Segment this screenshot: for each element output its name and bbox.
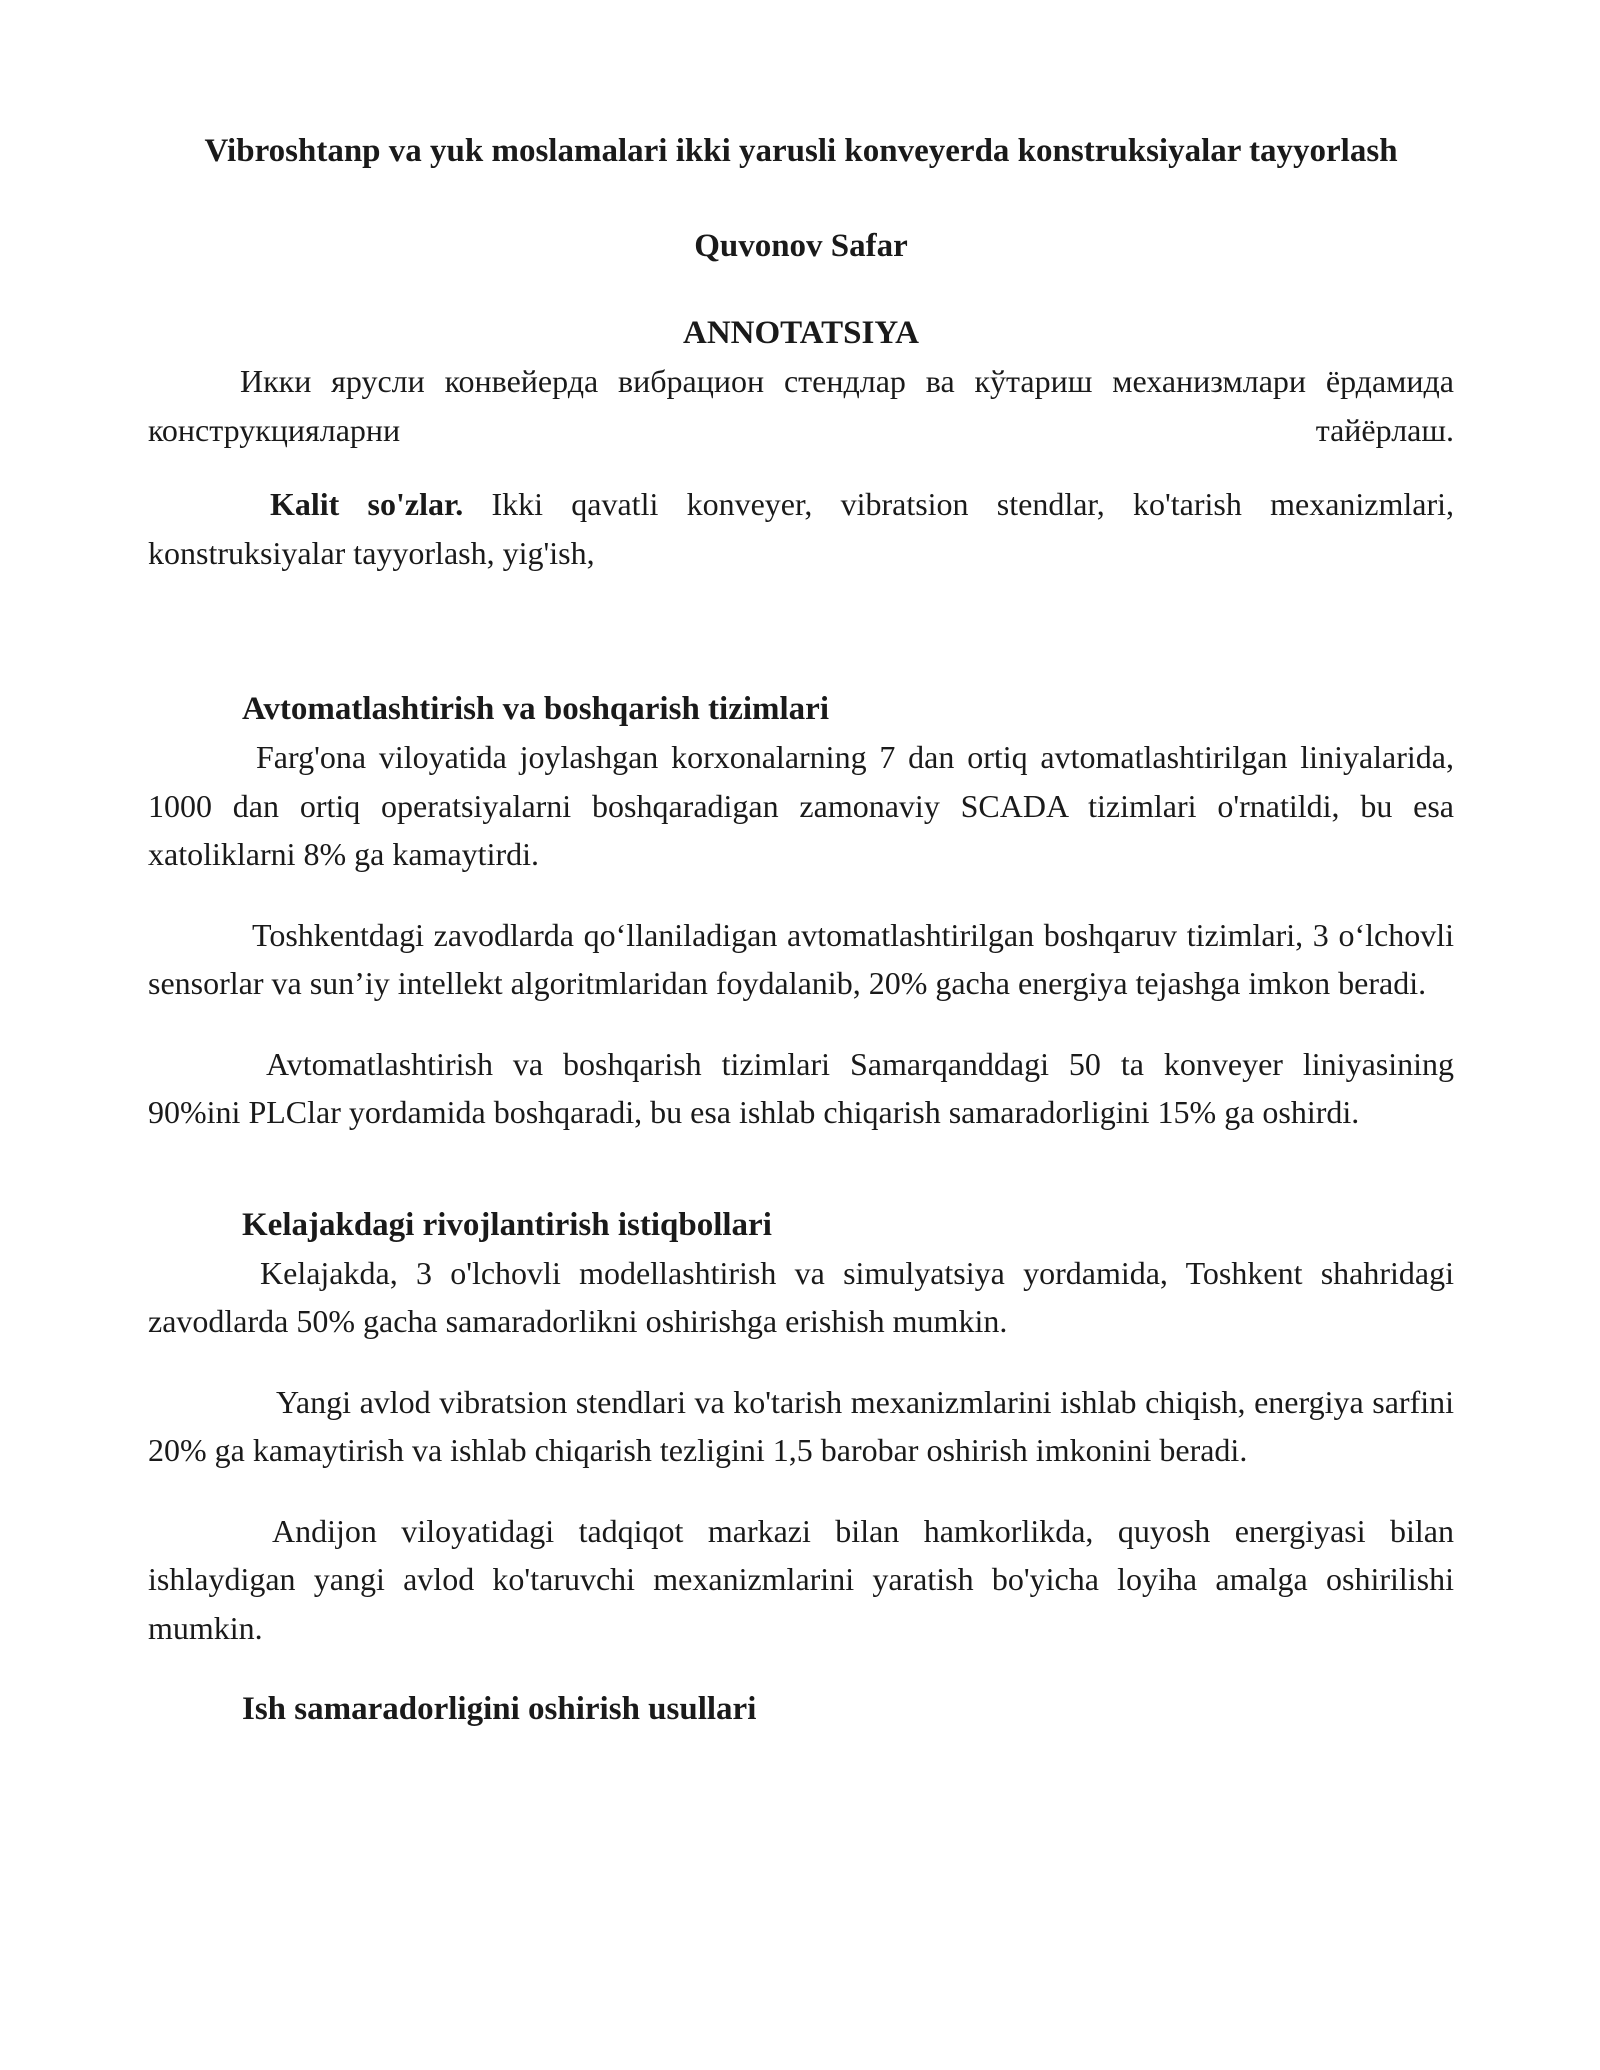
annotation-heading: ANNOTATSIYA [683, 315, 919, 351]
paragraph: Farg'ona viloyatida joylashgan korxonalarning 7 dan ortiq avtomatlashtirilgan liniyalarida, 1000 dan ortiq operatsiyalarni boshqaradigan zamonaviy SCADA tizimlari o'rnatildi, bu esa xatoliklarni 8% ga kamaytirdi. [148, 739, 1454, 872]
section-heading-future: Kelajakdagi rivojlantirish istiqbollari [242, 1206, 772, 1243]
section-heading-automation: Avtomatlashtirish va boshqarish tizimlari [242, 691, 829, 727]
section-heading-efficiency: Ish samaradorligini oshirish usullari [242, 1691, 757, 1727]
keywords-paragraph [148, 480, 1454, 577]
document-page [148, 128, 1454, 1733]
paragraph: Kelajakda, 3 o'lchovli modellashtirish va simulyatsiya yordamida, Toshkent shahridagi zavodlarda 50% gacha samaradorlikni oshirishga erishish mumkin. [148, 1254, 1454, 1339]
paragraph: Yangi avlod vibratsion stendlari va ko'tarish mexanizmlarini ishlab chiqish, energiya sarfini 20% ga kamaytirish va ishlab chiqarish tezligini 1,5 barobar oshirish imkonini beradi. [148, 1383, 1454, 1468]
paragraph: Toshkentdagi zavodlarda qo‘llaniladigan avtomatlashtirilgan boshqaruv tizimlari, 3 o‘lchovli sensorlar va sun’iy intellekt algoritmlaridan foydalanib, 20% gacha energiya tejashga imkon beradi. [148, 916, 1454, 1001]
annotation-text: Икки ярусли конвейерда вибрацион стендлар ва кўтариш механизмлари ёрдамида конструкцияларни тайёрлаш. [148, 363, 1454, 448]
keywords-text: Ikki qavatli konveyer, vibratsion stendlar, ko'tarish mexanizmlari, konstruksiyalar tayyorlash, yig'ish, [148, 486, 1455, 571]
document-title: Vibroshtanp va yuk moslamalari ikki yarusli konveyerda konstruksiyalar tayyorlash [204, 133, 1398, 169]
author-name: Quvonov Safar [694, 228, 908, 264]
keywords-label: Kalit so'zlar. [270, 486, 464, 522]
paragraph: Avtomatlashtirish va boshqarish tizimlari Samarqanddagi 50 ta konveyer liniyasining 90%ini PLClar yordamida boshqaradi, bu esa ishlab chiqarish samaradorligini 15% ga oshirdi. [148, 1045, 1454, 1130]
paragraph: Andijon viloyatidagi tadqiqot markazi bilan hamkorlikda, quyosh energiyasi bilan ishlaydigan yangi avlod ko'taruvchi mexanizmlarini yaratish bo'yicha loyiha amalga oshirilishi mumkin. [148, 1512, 1454, 1646]
